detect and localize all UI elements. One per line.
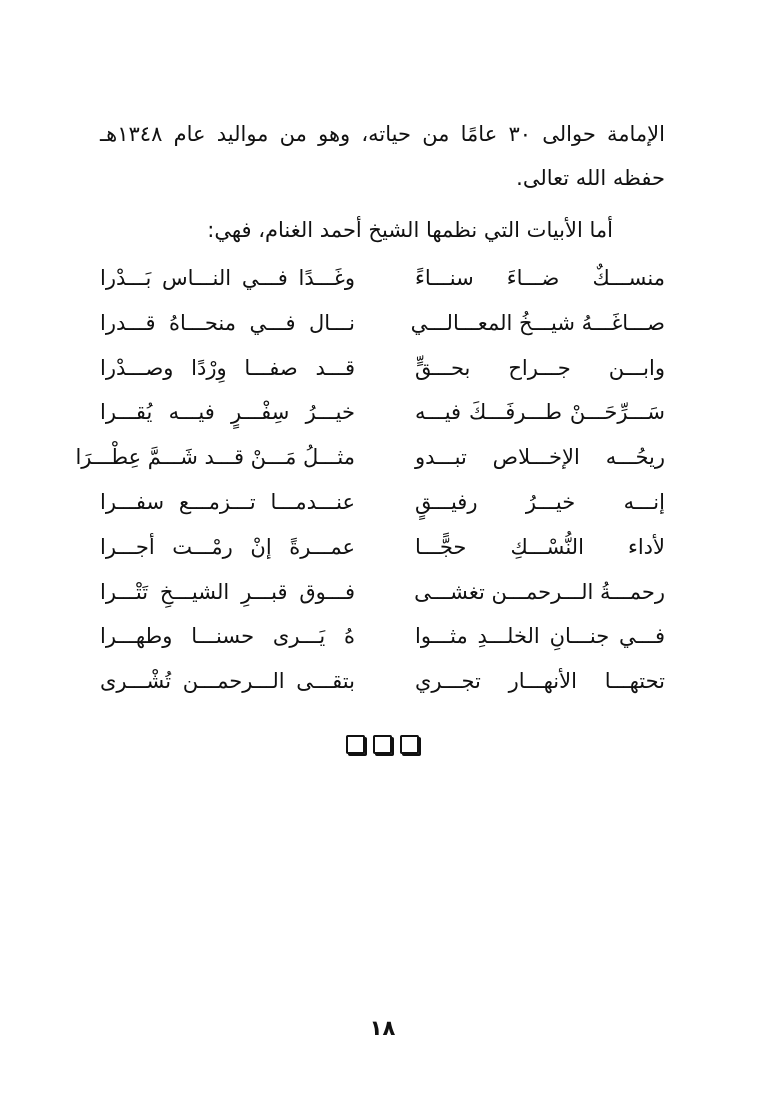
verse-second-hemistich: نـــال فـــي منحـــاهُ قـــدرا — [100, 310, 355, 335]
verse-6 — [100, 480, 665, 525]
verse-7 — [100, 525, 665, 570]
verse-5 — [75, 435, 665, 480]
verse-first-hemistich: فـــي جنـــانِ الخلـــدِ مثـــوا — [415, 624, 665, 649]
prose-text: الإمامة حوالى ٣٠ عامًا من حياته، وهو من مواليد عام ١٣٤٨هـ حفظه الله تعالى. — [100, 122, 665, 190]
verse-first-hemistich: ريحُـــه الإخـــلاص تبـــدو — [415, 445, 665, 470]
verse-10 — [100, 659, 665, 704]
verse-1 — [100, 256, 665, 301]
prose-paragraph — [100, 112, 665, 200]
verse-first-hemistich: سَـــرِّحَـــنْ طـــرفَـــكَ فيـــه — [415, 400, 665, 425]
verse-second-hemistich: خيـــرُ سِفْـــرٍ فيـــه يُقـــرا — [100, 400, 355, 425]
verse-2 — [100, 301, 665, 346]
page-number: ١٨ — [369, 1016, 396, 1040]
square-ornament-icon — [373, 735, 392, 754]
verse-second-hemistich: وغَـــدًا فـــي النـــاس بَـــدْرا — [100, 266, 355, 290]
verse-second-hemistich: فـــوق قبـــرِ الشيـــخِ تَتْـــرا — [100, 579, 355, 604]
square-ornament-icon — [400, 735, 419, 754]
square-ornament-icon — [346, 735, 365, 754]
verse-first-hemistich: لأداء النُّسْـــكِ حجًّـــا — [415, 534, 665, 559]
verse-first-hemistich: منســـكٌ ضـــاءَ سنـــاءً — [415, 266, 665, 290]
verse-second-hemistich: عمـــرةً إنْ رمْـــت أجـــرا — [100, 534, 355, 559]
poem-intro: أما الأبيات التي نظمها الشيخ أحمد الغنام، فهي: — [207, 218, 613, 242]
verse-3 — [100, 346, 665, 391]
verse-second-hemistich: هُ يَـــرى حسنـــا وطهـــرا — [100, 624, 355, 649]
verse-4 — [100, 390, 665, 435]
poem — [75, 256, 665, 704]
verse-second-hemistich: قـــد صفـــا وِرْدًا وصـــدْرا — [100, 355, 355, 380]
verse-8 — [100, 570, 665, 615]
verse-first-hemistich: تحتهـــا الأنهـــار تجـــري — [415, 669, 665, 694]
end-ornament — [0, 735, 765, 754]
verse-second-hemistich: بتقـــى الـــرحمـــن تُشْـــرى — [100, 669, 355, 694]
verse-second-hemistich: عنـــدمـــا تـــزمـــع سفـــرا — [100, 489, 355, 514]
verse-first-hemistich: إنـــه خيـــرُ رفيـــقٍ — [415, 489, 665, 514]
verse-9 — [100, 614, 665, 659]
verse-first-hemistich: رحمـــةُ الـــرحمـــن تغشـــى — [414, 579, 665, 604]
verse-first-hemistich: صـــاغَـــهُ شيـــخُ المعـــالـــي — [410, 310, 665, 335]
verse-second-hemistich: مثـــلُ مَـــنْ قـــد شَـــمَّ عِطْـــرَا — [75, 445, 355, 470]
verse-first-hemistich: وابـــن جـــراح بحـــقٍّ — [415, 355, 665, 380]
